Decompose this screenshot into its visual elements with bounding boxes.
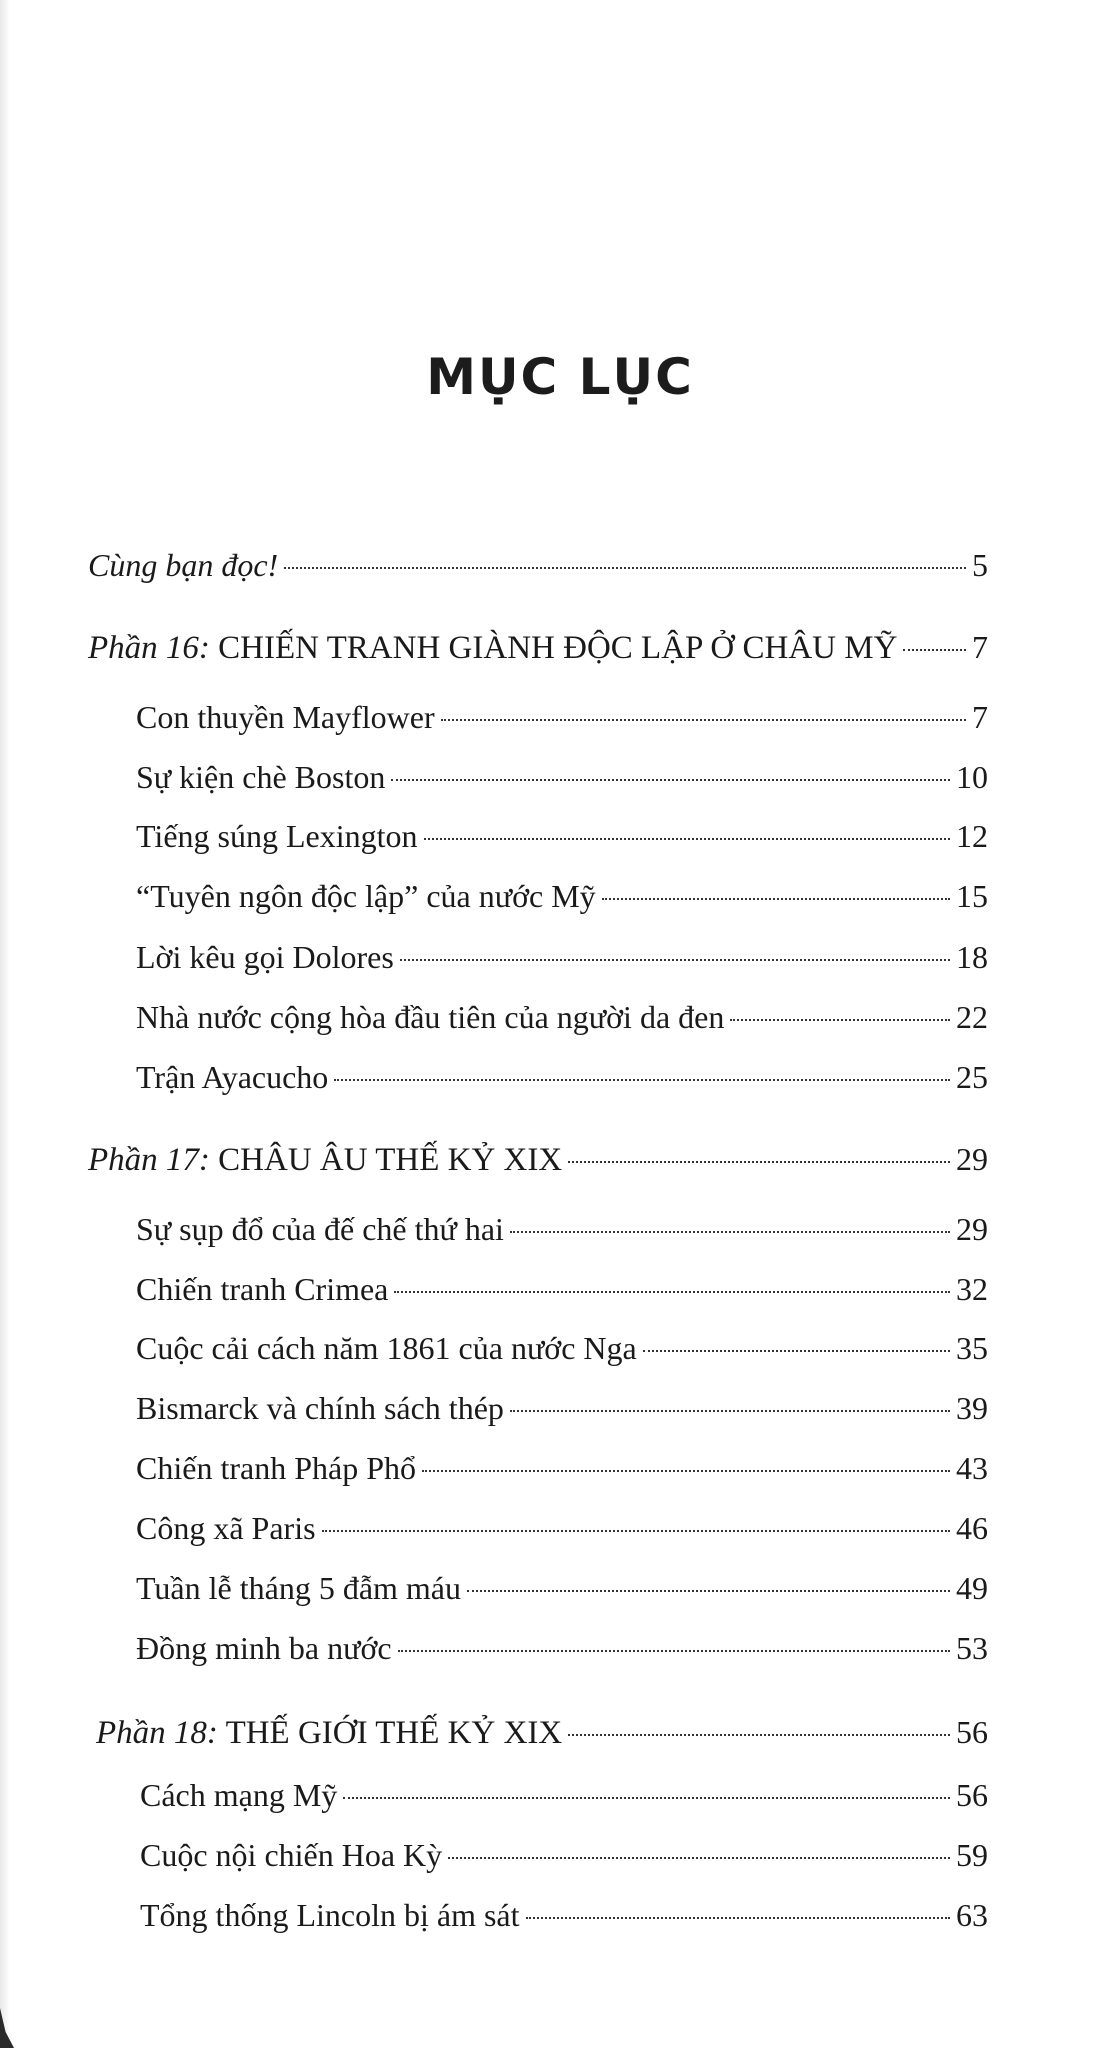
toc-page-number: 35	[956, 1330, 988, 1366]
toc-entry-label: Đồng minh ba nước	[136, 1630, 392, 1666]
toc-entry[interactable]	[136, 1448, 988, 1488]
toc-page-number: 39	[956, 1390, 988, 1426]
dot-leader	[394, 1291, 950, 1293]
toc-entry-label: Tiếng súng Lexington	[136, 818, 418, 854]
toc-page-number: 10	[956, 759, 988, 795]
toc-page-number: 7	[972, 699, 988, 735]
toc-entry-label: Chiến tranh Pháp Phổ	[136, 1450, 416, 1486]
dot-leader	[903, 649, 966, 651]
toc-entry[interactable]	[136, 1508, 988, 1548]
toc-entry-label: Sự sụp đổ của đế chế thứ hai	[136, 1211, 504, 1247]
toc-page-number: 7	[972, 629, 988, 665]
toc-page-number: 29	[956, 1211, 988, 1247]
toc-part-16[interactable]	[88, 627, 988, 668]
toc-entry-label: Trận Ayacucho	[136, 1059, 329, 1095]
dot-leader	[322, 1530, 950, 1532]
toc-entry[interactable]	[140, 1835, 988, 1875]
toc-entry[interactable]	[136, 1209, 988, 1249]
dot-leader	[467, 1590, 950, 1592]
toc-entry[interactable]	[136, 997, 988, 1037]
toc-entry-intro[interactable]	[88, 545, 988, 585]
toc-part-label	[88, 628, 897, 668]
toc-page-number: 63	[956, 1897, 988, 1933]
dot-leader	[730, 1019, 950, 1021]
toc-entry[interactable]	[136, 1269, 988, 1309]
toc-part-label	[96, 1713, 562, 1753]
dot-leader	[643, 1350, 950, 1352]
toc-page-number: 32	[956, 1271, 988, 1307]
toc-entry-label: Công xã Paris	[136, 1510, 316, 1546]
toc-entry[interactable]	[136, 1328, 988, 1368]
part-name: CHIẾN TRANH GIÀNH ĐỘC LẬP Ở CHÂU MỸ	[218, 630, 898, 666]
toc-entry[interactable]	[136, 757, 988, 797]
toc-page-number: 18	[956, 939, 988, 975]
toc-page-number: 46	[956, 1510, 988, 1546]
toc-entry[interactable]	[136, 1628, 988, 1668]
toc-page-number: 56	[956, 1777, 988, 1813]
dot-leader	[568, 1734, 950, 1736]
toc-page-number: 59	[956, 1837, 988, 1873]
toc-entry[interactable]	[136, 697, 988, 737]
dot-leader	[398, 1650, 950, 1652]
toc-page-number: 53	[956, 1630, 988, 1666]
dot-leader	[602, 898, 950, 900]
toc-entry-label: Tổng thống Lincoln bị ám sát	[140, 1897, 520, 1933]
toc-page-number: 29	[956, 1141, 988, 1177]
toc-page-number: 49	[956, 1570, 988, 1606]
dot-leader	[284, 567, 966, 569]
toc-entry[interactable]	[136, 876, 988, 916]
toc-entry-label: Sự kiện chè Boston	[136, 759, 386, 795]
toc-page-number: 43	[956, 1450, 988, 1486]
dot-leader	[448, 1857, 950, 1859]
toc-entry[interactable]	[136, 937, 988, 977]
dot-leader	[568, 1161, 950, 1163]
dot-leader	[441, 719, 966, 721]
toc-entry-label: Nhà nước cộng hòa đầu tiên của người da đen	[136, 999, 725, 1035]
toc-entry-label: Cùng bạn đọc!	[88, 547, 279, 583]
toc-part-label	[88, 1140, 562, 1180]
toc-entry-label: Cuộc cải cách năm 1861 của nước Nga	[136, 1330, 637, 1366]
part-prefix: Phần 18:	[96, 1715, 218, 1751]
toc-entry-label: Cách mạng Mỹ	[140, 1777, 338, 1813]
dot-leader	[343, 1797, 950, 1799]
toc-entry-label: Tuần lễ tháng 5 đẫm máu	[136, 1570, 461, 1606]
toc-entry[interactable]	[136, 816, 988, 856]
toc-page-number: 12	[956, 818, 988, 854]
toc-entry-label: Bismarck và chính sách thép	[136, 1390, 504, 1426]
toc-page-number: 25	[956, 1059, 988, 1095]
dot-leader	[422, 1470, 950, 1472]
toc-part-18[interactable]	[96, 1712, 988, 1753]
toc-entry-label: “Tuyên ngôn độc lập” của nước Mỹ	[136, 878, 596, 914]
toc-entry-label: Lời kêu gọi Dolores	[136, 939, 394, 975]
part-prefix: Phần 16:	[88, 630, 210, 666]
dot-leader	[510, 1410, 950, 1412]
toc-page-number: 5	[972, 547, 988, 583]
dot-leader	[526, 1917, 951, 1919]
toc-entry[interactable]	[140, 1775, 988, 1815]
dot-leader	[424, 838, 951, 840]
dot-leader	[391, 779, 950, 781]
toc-entry[interactable]	[136, 1568, 988, 1608]
toc-part-17[interactable]	[88, 1139, 988, 1180]
part-prefix: Phần 17:	[88, 1142, 210, 1178]
toc-entry-label: Chiến tranh Crimea	[136, 1271, 389, 1307]
toc-page-number: 15	[956, 878, 988, 914]
page-title: MỤC LỤC	[426, 348, 694, 406]
part-name: CHÂU ÂU THẾ KỶ XIX	[218, 1142, 563, 1178]
toc-page-number: 22	[956, 999, 988, 1035]
toc-entry[interactable]	[136, 1388, 988, 1428]
part-name: THẾ GIỚI THẾ KỶ XIX	[225, 1715, 563, 1751]
dot-leader	[334, 1079, 950, 1081]
dot-leader	[400, 959, 950, 961]
toc-entry-label: Con thuyền Mayflower	[136, 699, 435, 735]
toc-entry[interactable]	[140, 1895, 988, 1935]
toc-page-number: 56	[956, 1714, 988, 1750]
toc-entry[interactable]	[136, 1057, 988, 1097]
dot-leader	[510, 1231, 950, 1233]
toc-entry-label: Cuộc nội chiến Hoa Kỳ	[140, 1837, 443, 1873]
